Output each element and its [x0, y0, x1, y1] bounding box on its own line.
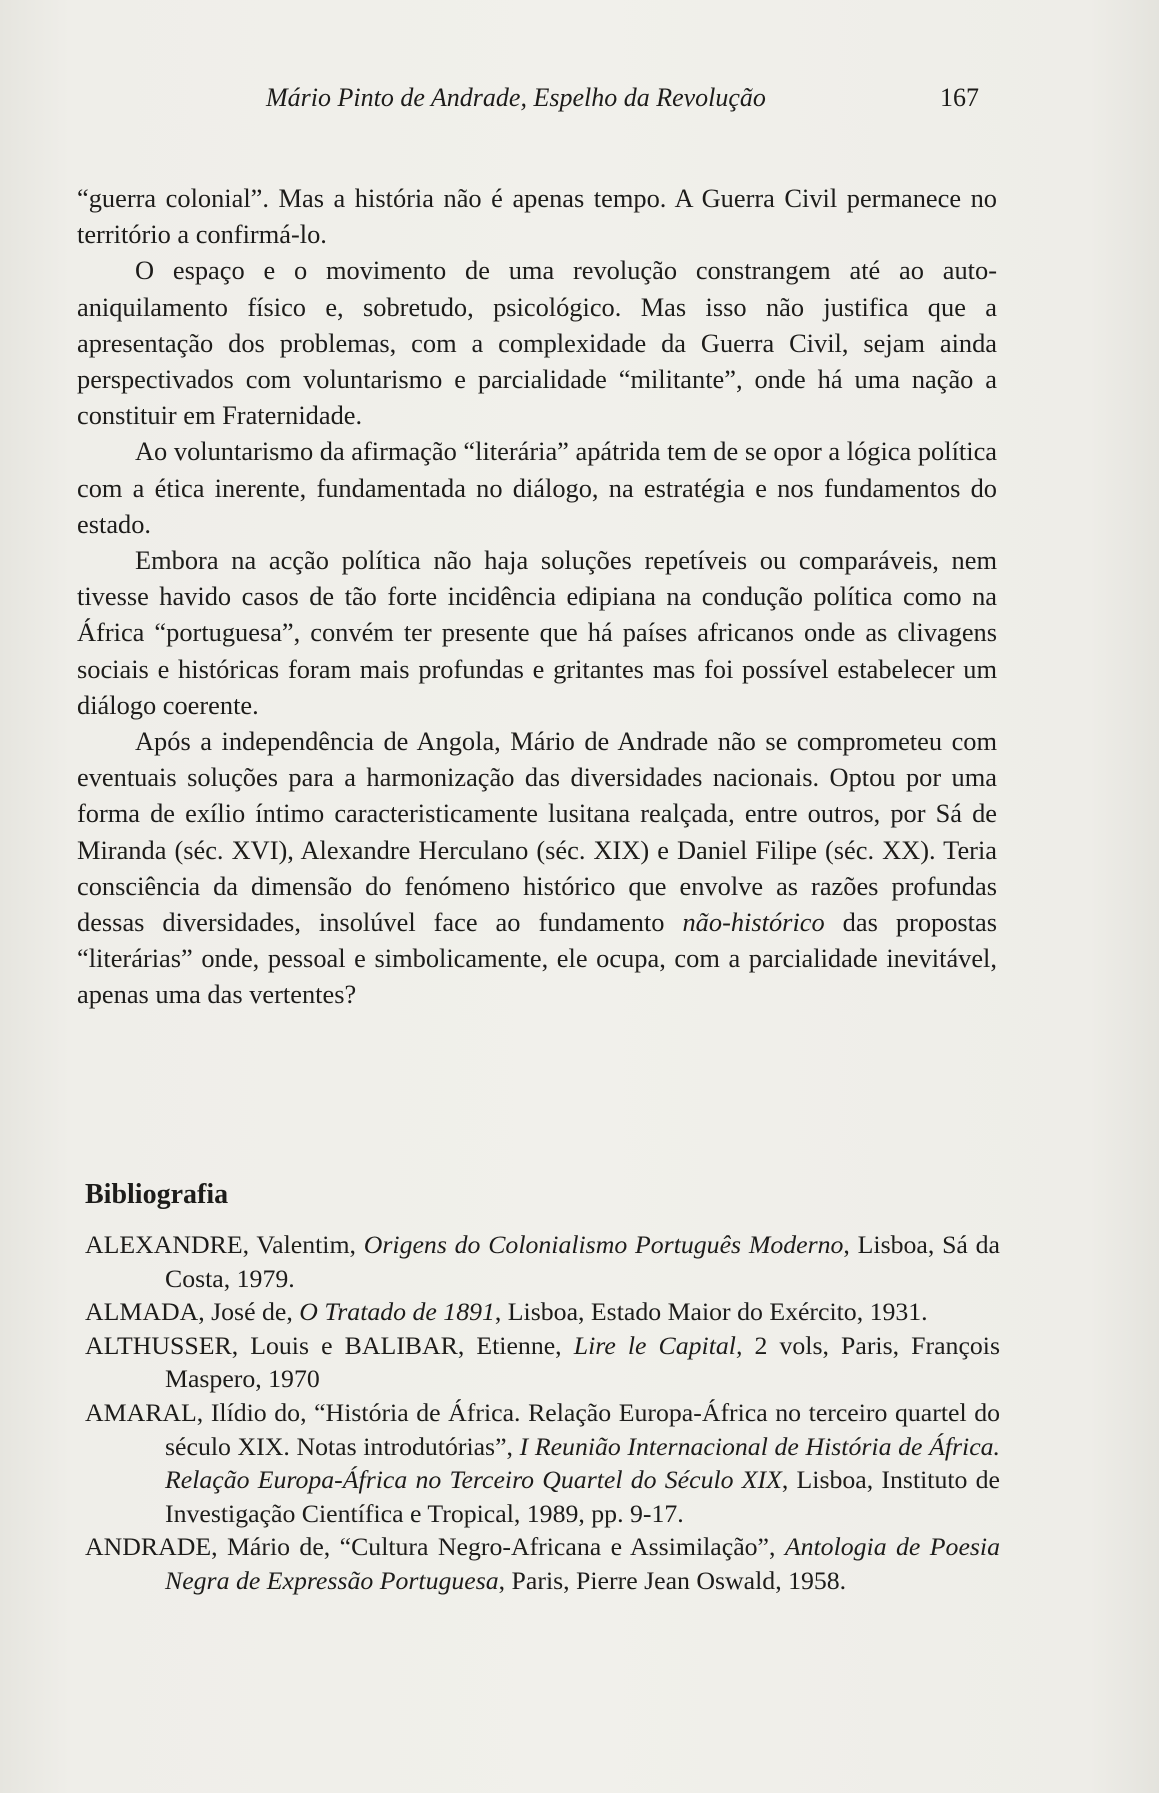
bibliography-entry: [85, 1295, 1000, 1329]
paragraph: “guerra colonial”. Mas a história não é apenas tempo. A Guerra Civil permanece no território a confirmá-lo.: [77, 183, 997, 250]
bib-title: I Reunião Internacional de História de África. Relação Europa-África no Terceiro Quartel do Século XIX: [165, 1431, 1000, 1495]
paragraph: Ao voluntarismo da afirmação “literária” apátrida tem de se opor a lógica política com a ética inerente, fundamentada no diálogo, na estratégia e nos fundamentos do estado.: [77, 436, 997, 539]
bib-details: , Paris, Pierre Jean Oswald, 1958.: [498, 1565, 847, 1595]
bibliography-entry: [85, 1329, 1000, 1396]
running-head: [0, 80, 1159, 116]
running-title: Mário Pinto de Andrade, Espelho da Revolução: [266, 83, 766, 112]
paragraph: Embora na acção política não haja soluções repetíveis ou comparáveis, nem tivesse havido casos de tão forte incidência edipiana na condução política como na África “portuguesa”, convém ter presente que há países africanos onde as clivagens sociais e históricas foram mais profundas e gritantes mas foi possível estabelecer um diálogo coerente.: [77, 545, 997, 720]
bibliography-entry: [85, 1530, 1000, 1597]
bib-author: AMARAL, Ilídio do, “História de África. Relação Europa-África no terceiro quartel do século XIX. Notas introdutórias”,: [85, 1397, 1000, 1461]
paragraph-text: Após a independência de Angola, Mário de Andrade não se comprometeu com eventuais soluções para a harmonização das diversidades nacionais. Optou por uma forma de exílio íntimo caracteristicamente lusitana realçada, entre outros, por Sá de Miranda (séc. XVI), Alexandre Herculano (séc. XIX) e Daniel Filipe (séc. XX). Teria consciência da dimensão do fenómeno histórico que envolve as razões profundas dessas diversidades, insolúvel face ao fundamento: [77, 726, 997, 938]
bib-title: Origens do Colonialismo Português Moderno: [363, 1230, 844, 1259]
bib-details: 2 vols, Paris, François Maspero, 1970: [165, 1330, 1001, 1394]
bibliography-heading: Bibliografia: [85, 1179, 229, 1210]
bib-details: , Lisboa, Instituto de Investigação Científica e Tropical, 1989, pp. 9-17.: [165, 1465, 1000, 1528]
body-text: [77, 180, 997, 1013]
bib-author: ANDRADE, Mário de, “Cultura Negro-Africana e Assimilação”,: [85, 1532, 785, 1562]
paragraph: O espaço e o movimento de uma revolução constrangem até ao auto-aniquilamento físico e, sobretudo, psicológico. Mas isso não justifica que a apresentação dos problemas, com a complexidade da Guerra Civil, sejam ainda perspectivados com voluntarismo e parcialidade “militante”, onde há uma nação a constituir em Fraternidade.: [77, 255, 997, 431]
paragraph: [77, 723, 997, 1013]
bib-details: , Lisboa, Sá da Costa, 1979.: [165, 1230, 1000, 1293]
paragraph-text: das propostas “literárias” onde, pessoal e simbolicamente, ele ocupa, com a parcialidade inevitável, apenas uma das vertentes?: [77, 907, 997, 1010]
bib-author: ALEXANDRE, Valentim,: [85, 1230, 364, 1259]
bib-author: ALTHUSSER, Louis e BALIBAR, Etienne,: [85, 1330, 574, 1360]
bibliography-entry: [85, 1396, 1000, 1530]
bib-title: Lire le Capital,: [573, 1330, 743, 1360]
bib-title: Antologia de Poesia Negra de Expressão Portuguesa: [165, 1532, 1000, 1595]
bibliography-list: [85, 1228, 1000, 1598]
bib-author: ALMADA, José de,: [85, 1297, 300, 1327]
bib-details: , Lisboa, Estado Maior do Exército, 1931.: [494, 1297, 928, 1327]
page-number: 167: [940, 83, 979, 112]
bibliography-entry: [85, 1228, 1000, 1295]
bib-title: O Tratado de 1891: [299, 1297, 495, 1327]
italic-term: não-histórico: [682, 907, 825, 938]
